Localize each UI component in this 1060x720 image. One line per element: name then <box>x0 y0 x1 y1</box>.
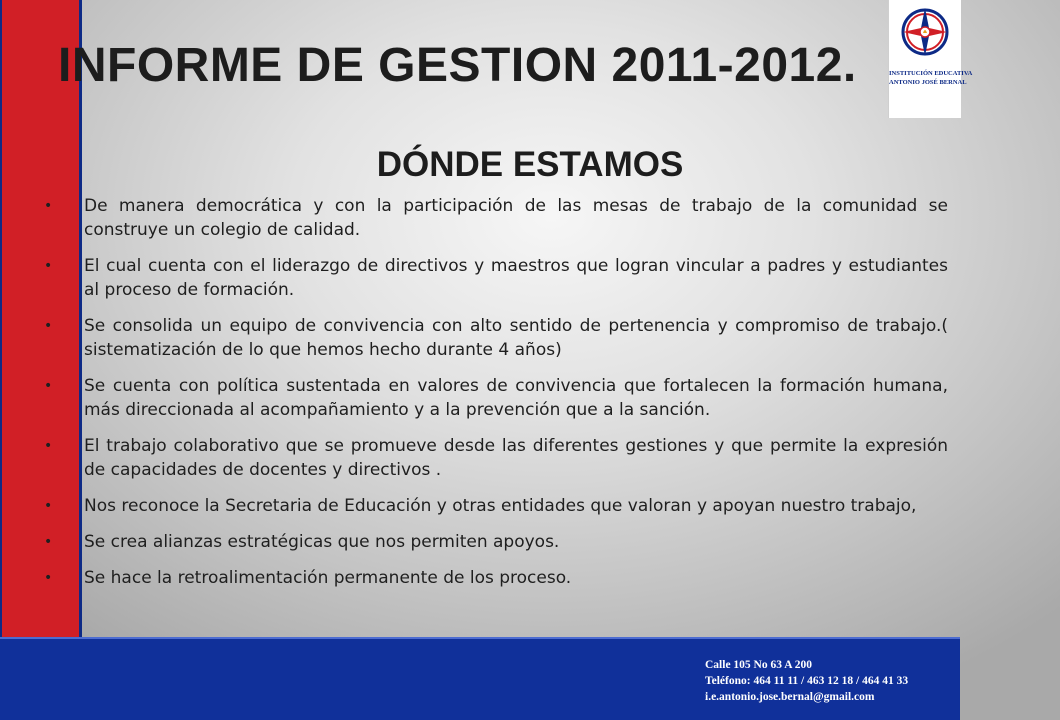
list-item-text: El trabajo colaborativo que se promueve desde las diferentes gestiones y que permite la expresión de capacidades de docentes y directivos . <box>84 436 948 480</box>
list-item <box>44 374 948 422</box>
bullet-icon: • <box>44 438 53 454</box>
list-item-text: Se consolida un equipo de convivencia con alto sentido de pertenencia y compromiso de trabajo.( sistematización de lo que hemos hecho durante 4 años) <box>84 316 948 360</box>
list-item-text: Se cuenta con política sustentada en valores de convivencia que fortalecen la formación humana, más direccionada al acompañamiento y a la prevención que a la sanción. <box>84 376 948 420</box>
list-item-text: De manera democrática y con la participación de las mesas de trabajo de la comunidad se construye un colegio de calidad. <box>84 196 948 240</box>
slide-subtitle: DÓNDE ESTAMOS <box>376 145 684 184</box>
list-item <box>44 494 948 518</box>
bullet-icon: • <box>44 570 53 586</box>
logo-text-line1: INSTITUCIÓN EDUCATIVA <box>889 70 973 77</box>
list-item <box>44 530 948 554</box>
list-item-text: El cual cuenta con el liderazgo de directivos y maestros que logran vincular a padres y estudiantes al proceso de formación. <box>84 256 948 300</box>
footer-address: Calle 105 No 63 A 200 <box>705 659 813 671</box>
footer-phone: Teléfono: 464 11 11 / 463 12 18 / 464 41 33 <box>705 675 909 687</box>
logo-text-line2: ANTONIO JOSÉ BERNAL <box>889 79 967 86</box>
list-item <box>44 194 948 242</box>
list-item <box>44 314 948 362</box>
list-item-text: Se hace la retroalimentación permanente de los proceso. <box>84 568 572 588</box>
bullet-icon: • <box>44 198 53 214</box>
bullet-icon: • <box>44 258 53 274</box>
bullet-icon: • <box>44 318 53 334</box>
list-item <box>44 434 948 482</box>
bullet-icon: • <box>44 498 53 514</box>
footer-email: i.e.antonio.jose.bernal@gmail.com <box>705 691 875 703</box>
school-logo <box>888 0 973 118</box>
bullet-icon: • <box>44 534 53 550</box>
bullet-list <box>44 194 948 602</box>
list-item <box>44 566 948 590</box>
list-item-text: Nos reconoce la Secretaria de Educación y otras entidades que valoran y apoyan nuestro trabajo, <box>84 496 917 516</box>
footer-contact <box>705 657 908 705</box>
school-crest-icon <box>901 2 949 70</box>
list-item <box>44 254 948 302</box>
list-item-text: Se crea alianzas estratégicas que nos permiten apoyos. <box>84 532 560 552</box>
bullet-icon: • <box>44 378 53 394</box>
slide-title: INFORME DE GESTION 2011-2012. <box>58 39 857 92</box>
